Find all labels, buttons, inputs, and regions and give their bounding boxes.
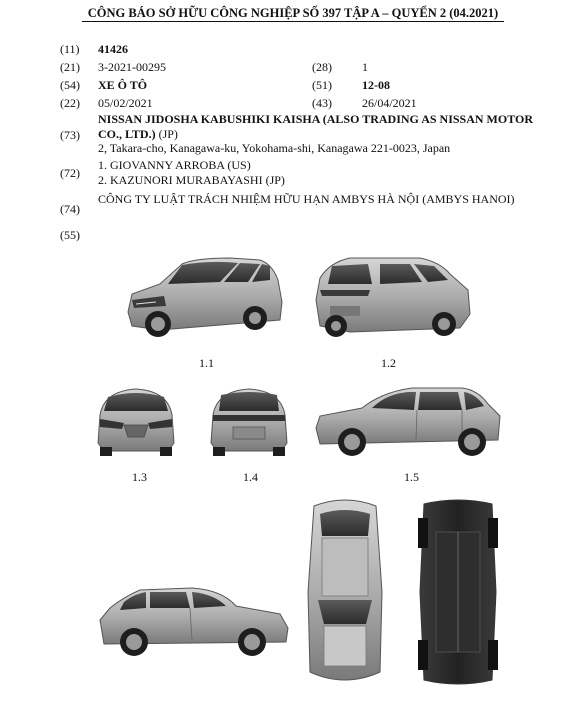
figure-caption-1-5: 1.5 bbox=[404, 470, 419, 484]
field-code-55: (55) bbox=[60, 228, 80, 242]
representative: CÔNG TY LUẬT TRÁCH NHIỆM HỮU HẠN AMBYS HÀ NỘI (AMBYS HANOI) bbox=[98, 192, 515, 206]
application-number: 3-2021-00295 bbox=[98, 60, 166, 74]
filing-date: 05/02/2021 bbox=[98, 96, 153, 110]
figure-1-4-rear-view bbox=[207, 385, 291, 457]
field-code-54: (54) bbox=[60, 78, 80, 92]
designer-1: 1. GIOVANNY ARROBA (US) bbox=[98, 158, 251, 172]
figure-caption-1-1: 1.1 bbox=[199, 356, 214, 370]
figure-caption-1-4: 1.4 bbox=[243, 470, 258, 484]
owner-country: (JP) bbox=[155, 126, 178, 141]
field-code-72: (72) bbox=[60, 166, 80, 180]
figure-1-7-top-view bbox=[302, 492, 388, 692]
figure-1-6-side-view-left bbox=[96, 580, 292, 660]
registration-number: 41426 bbox=[98, 42, 128, 56]
figure-1-1-front-three-quarter bbox=[120, 250, 285, 345]
owner-address: 2, Takara-cho, Kanagawa-ku, Yokohama-shi, Kanagawa 221-0023, Japan bbox=[98, 141, 451, 155]
figure-1-3-front-view bbox=[94, 385, 178, 457]
gazette-header bbox=[0, 6, 586, 21]
designers-block bbox=[98, 158, 538, 187]
field-code-28: (28) bbox=[312, 60, 332, 74]
figure-1-2-rear-three-quarter bbox=[310, 250, 475, 345]
design-count: 1 bbox=[362, 60, 368, 74]
design-title: XE Ô TÔ bbox=[98, 78, 148, 92]
field-code-21: (21) bbox=[60, 60, 80, 74]
field-code-22: (22) bbox=[60, 96, 80, 110]
field-code-73: (73) bbox=[60, 128, 80, 142]
gazette-title: CÔNG BÁO SỞ HỮU CÔNG NGHIỆP SỐ 397 TẬP A – QUYỂN 2 (04.2021) bbox=[82, 6, 504, 22]
publication-date: 26/04/2021 bbox=[362, 96, 417, 110]
owner-name: NISSAN JIDOSHA KABUSHIKI KAISHA (ALSO TRADING AS NISSAN MOTOR CO., LTD.) bbox=[98, 112, 533, 141]
designer-2: 2. KAZUNORI MURABAYASHI (JP) bbox=[98, 172, 285, 187]
figure-1-8-bottom-view bbox=[416, 492, 500, 692]
owner-name-line bbox=[98, 112, 538, 141]
locarno-class: 12-08 bbox=[362, 78, 390, 92]
figure-1-5-side-view bbox=[312, 382, 504, 458]
field-code-51: (51) bbox=[312, 78, 332, 92]
figure-caption-1-3: 1.3 bbox=[132, 470, 147, 484]
field-code-74: (74) bbox=[60, 202, 80, 216]
field-code-43: (43) bbox=[312, 96, 332, 110]
field-code-11: (11) bbox=[60, 42, 80, 56]
owner-block bbox=[98, 112, 538, 156]
figure-caption-1-2: 1.2 bbox=[381, 356, 396, 370]
